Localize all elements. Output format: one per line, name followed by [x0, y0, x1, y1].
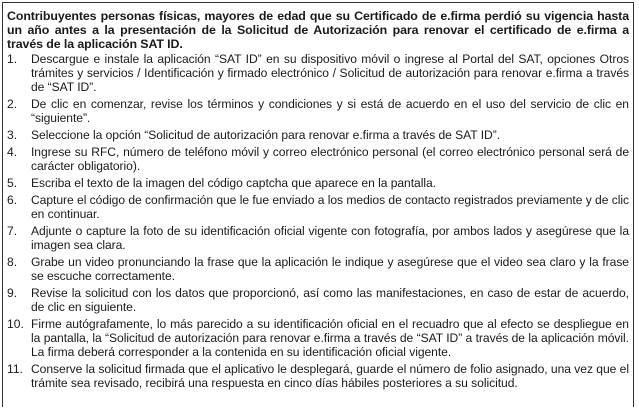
instructions-panel: [2, 2, 634, 407]
step-text: Firme autógrafamente, lo más parecido a su identificación oficial en el recuadro que al efecto se despliegue en la pantalla, la “Solicitud de autorización para renovar e.firma a través de “SAT ID” a través de la aplicación móvil. La firma deberá corresponder a la contenida en su identificación oficial vigente.: [31, 317, 629, 359]
step-item: [7, 146, 629, 174]
step-number: 10.: [7, 317, 24, 332]
step-number: 5.: [7, 176, 18, 190]
steps-list: [7, 53, 629, 391]
step-number: 4.: [7, 145, 18, 159]
step-item: [7, 177, 629, 191]
step-text: Seleccione la opción “Solicitud de autorización para renovar e.firma a través de SAT ID”.: [31, 127, 501, 142]
step-item: [7, 194, 629, 222]
step-number: 6.: [7, 193, 18, 208]
step-item: [7, 363, 629, 391]
step-text: Escriba el texto de la imagen del código captcha que aparece en la pantalla.: [31, 176, 436, 190]
step-number: 2.: [7, 96, 18, 111]
step-number: 1.: [7, 52, 18, 66]
step-text: Conserve la solicitud firmada que el aplicativo le desplegará, guarde el número de folio asignado, una vez que el trámite sea revisado, recibirá una respuesta en cinco días hábiles posteriores a su solicitud.: [31, 362, 629, 390]
step-item: [7, 318, 629, 360]
step-text: Revise la solicitud con los datos que proporcionó, así como las manifestaciones, en caso de estar de acuerdo, de clic en siguiente.: [31, 286, 629, 314]
step-text: Descargue e instale la aplicación “SAT ID” en su dispositivo móvil o ingrese al Portal del SAT, opciones Otros trámites y servicios / Identificación y firmado electrónico / Solicitud de autorización para renovar e.firma a través de “SAT ID”.: [31, 52, 629, 94]
step-item: [7, 98, 629, 126]
step-number: 8.: [7, 255, 18, 270]
step-number: 3.: [7, 127, 18, 142]
step-item: [7, 287, 629, 315]
step-text: Ingrese su RFC, número de teléfono móvil y correo electrónico personal (el correo electrónico personal será de carácter obligatorio).: [31, 145, 629, 173]
section-title: Contribuyentes personas físicas, mayores de edad que su Certificado de e.firma perdió su vigencia hasta un año antes a la presentación de la Solicitud de Autorización para renovar el certificado de e.firma a través de la aplicación SAT ID.: [7, 9, 629, 51]
step-text: Grabe un video pronunciando la frase que la aplicación le indique y asegúrese que el video sea claro y la frase se escuche correctamente.: [31, 255, 629, 283]
step-item: [7, 225, 629, 253]
step-number: 7.: [7, 224, 18, 239]
step-number: 11.: [7, 362, 23, 376]
step-text: De clic en comenzar, revise los términos y condiciones y si está de acuerdo en el uso del servicio de clic en “siguiente”.: [31, 96, 629, 125]
step-item: [7, 256, 629, 284]
step-text: Adjunte o capture la foto de su identificación oficial vigente con fotografía, por ambos lados y asegúrese que la imagen sea clara.: [31, 224, 629, 252]
step-item: [7, 53, 629, 95]
step-number: 9.: [7, 286, 18, 301]
step-text: Capture el código de confirmación que le fue enviado a los medios de contacto registrados previamente y de clic en continuar.: [31, 193, 629, 221]
step-item: [7, 129, 629, 143]
